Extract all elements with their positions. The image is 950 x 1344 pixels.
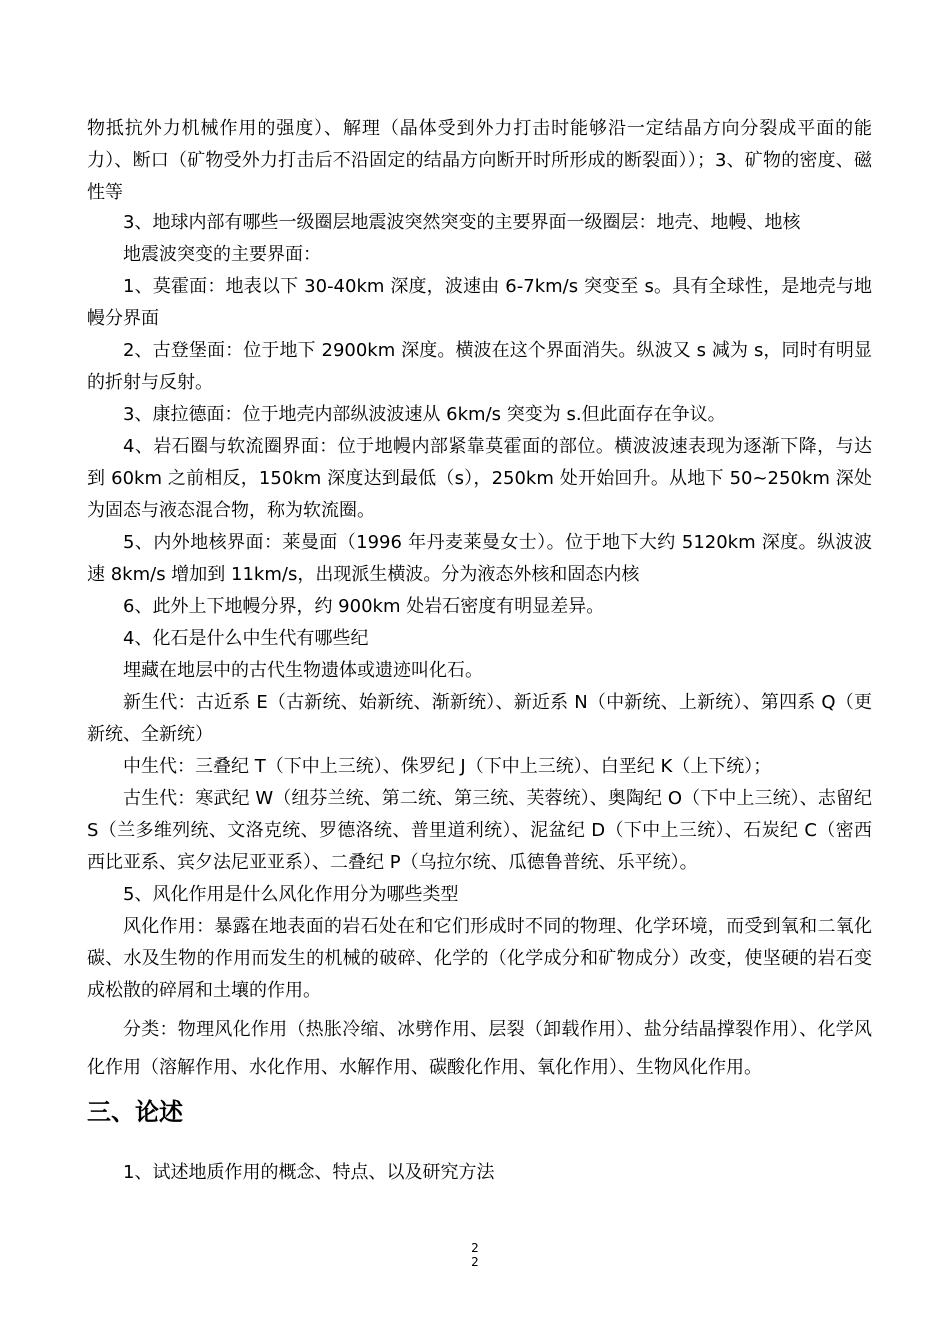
page-number-top: 2 — [471, 1241, 479, 1255]
paragraph-cenozoic: 新生代：古近系 E（古新统、始新统、渐新统）、新近系 N（中新统、上新统）、第四系 Q（更新统、全新统） — [87, 692, 872, 745]
paragraph-weathering-definition: 风化作用：暴露在地表面的岩石处在和它们形成时不同的物理、化学环境，而受到氧和二氧化碳、水及生物的作用而发生的机械的破碎、化学的（化学成分和矿物成分）改变，使坚硬的岩石变成松散的碎屑和土壤的作用。 — [87, 916, 872, 1001]
paragraph-lithosphere: 4、岩石圈与软流圈界面：位于地幔内部紧靠莫霍面的部位。横波波速表现为逐渐下降，与达到 60km 之前相反，150km 深度达到最低（s），250km 处开始回升。从地下 50~250km 深处为固态与液态混合物，称为软流圈。 — [87, 436, 872, 521]
paragraph-mineral-properties: 物抵抗外力机械作用的强度）、解理（晶体受到外力打击时能够沿一定结晶方向分裂成平面的能力）、断口（矿物受外力打击后不沿固定的结晶方向断开时所形成的断裂面））；3、矿物的密度、磁性等 — [87, 118, 872, 203]
paragraph-conrad: 3、康拉德面：位于地壳内部纵波波速从 6km/s 突变为 s.但此面存在争议。 — [123, 404, 726, 425]
paragraph-paleozoic: 古生代：寒武纪 W（纽芬兰统、第二统、第三统、芙蓉统）、奥陶纪 O（下中上三统）、志留纪 S（兰多维列统、文洛克统、罗德洛统、普里道利统）、泥盆纪 D（下中上三统）、石炭纪 C（密西西比亚系、宾夕法尼亚亚系）、二叠纪 P（乌拉尔统、瓜德鲁普统、乐平统）。 — [87, 788, 872, 873]
paragraph-question-5: 5、风化作用是什么风化作用分为哪些类型 — [123, 884, 459, 905]
section-heading: 三、论述 — [87, 1098, 183, 1126]
paragraph-seismic-intro: 地震波突变的主要界面： — [123, 244, 321, 265]
paragraph-lehmann: 5、内外地核界面：莱曼面（1996 年丹麦莱曼女士）。位于地下大约 5120km 深度。纵波波速 8km/s 增加到 11km/s，出现派生横波。分为液态外核和固态内核 — [87, 532, 872, 585]
paragraph-question-3: 3、地球内部有哪些一级圈层地震波突然突变的主要界面一级圈层：地壳、地幔、地核 — [123, 212, 801, 233]
paragraph-mantle-boundary: 6、此外上下地幔分界，约 900km 处岩石密度有明显差异。 — [123, 596, 605, 617]
essay-question: 1、试述地质作用的概念、特点、以及研究方法 — [123, 1162, 495, 1183]
paragraph-moho: 1、莫霍面：地表以下 30-40km 深度，波速由 6-7km/s 突变至 s。具有全球性，是地壳与地幔分界面 — [87, 276, 872, 329]
paragraph-mesozoic: 中生代：三叠纪 T（下中上三统）、侏罗纪 J（下中上三统）、白垩纪 K（上下统）； — [123, 756, 772, 777]
paragraph-gutenberg: 2、古登堡面：位于地下 2900km 深度。横波在这个界面消失。纵波又 s 减为 s，同时有明显的折射与反射。 — [87, 340, 872, 393]
paragraph-weathering-types: 分类：物理风化作用（热胀冷缩、冰劈作用、层裂（卸载作用）、盐分结晶撑裂作用）、化学风化作用（溶解作用、水化作用、水解作用、碳酸化作用、氧化作用）、生物风化作用。 — [87, 1019, 872, 1078]
paragraph-fossil-definition: 埋藏在地层中的古代生物遗体或遗迹叫化石。 — [123, 660, 483, 681]
page-number-bottom: 2 — [471, 1255, 479, 1269]
paragraph-question-4: 4、化石是什么中生代有哪些纪 — [123, 628, 369, 649]
